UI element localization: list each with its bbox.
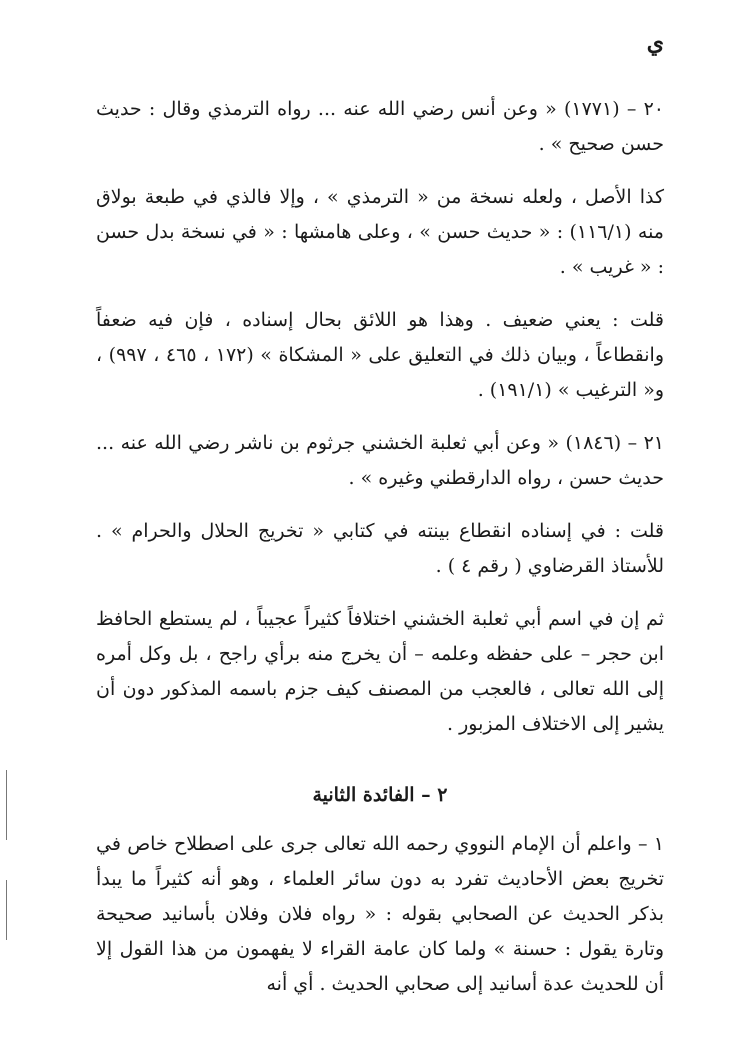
scan-edge-line [6, 770, 7, 840]
paragraph-nawawi-terminology: ١ – واعلم أن الإمام النووي رحمه الله تعالى جرى على اصطلاح خاص في تخريج بعض الأحاديث تفرد به دون سائر العلماء ، وهو أنه كثيراً ما يبدأ بذكر الحديث عن الصحابي بقوله : « رواه فلان وفلان بأسانيد صحيحة وتارة يقول : حسنة » ولما كان عامة القراء لا يفهمون من هذا القول إلا أن للحديث عدة أسانيد إلى صحابي الحديث . أي أنه [96, 833, 664, 995]
page-body [96, 92, 664, 1020]
paragraph-comment-weak: قلت : يعني ضعيف . وهذا هو اللائق بحال إسناده ، فإن فيه ضعفاً وانقطاعاً ، وبيان ذلك في التعليق على « المشكاة » (١٧٢ ، ٤٦٥ ، ٩٩٧) ، و« الترغيب » (١٩١/١) . [96, 309, 664, 401]
section-heading: ٢ – الفائدة الثانية [312, 784, 448, 806]
paragraph-note-tirmidhi: كذا الأصل ، ولعله نسخة من « الترمذي » ، وإلا فالذي في طبعة بولاق منه (١١٦/١) : « حديث حسن » ، وعلى هامشها : « في نسخة بدل حسن : « غريب » . [96, 186, 664, 278]
paragraph-abu-thalaba-name: ثم إن في اسم أبي ثعلبة الخشني اختلافاً كثيراً عجيباً ، لم يستطع الحافظ ابن حجر – على حفظه وعلمه – أن يخرج منه برأي راجح ، بل وكل أمره إلى الله تعالى ، فالعجب من المصنف كيف جزم باسمه المذكور دون أن يشير إلى الاختلاف المزبور . [96, 608, 664, 735]
paragraph-hadith-21: ٢١ – (١٨٤٦) « وعن أبي ثعلبة الخشني جرثوم بن ناشر رضي الله عنه ... حديث حسن ، رواه الدارقطني وغيره » . [96, 432, 664, 489]
paragraph-comment-inqita: قلت : في إسناده انقطاع بينته في كتابي « تخريج الحلال والحرام » . للأستاذ القرضاوي ( رقم ٤ ) . [96, 520, 664, 577]
scan-edge-line [6, 880, 7, 940]
page-marker: ي [646, 30, 664, 56]
paragraph-hadith-20: ٢٠ – (١٧٧١) « وعن أنس رضي الله عنه ... رواه الترمذي وقال : حديث حسن صحيح » . [96, 98, 664, 155]
